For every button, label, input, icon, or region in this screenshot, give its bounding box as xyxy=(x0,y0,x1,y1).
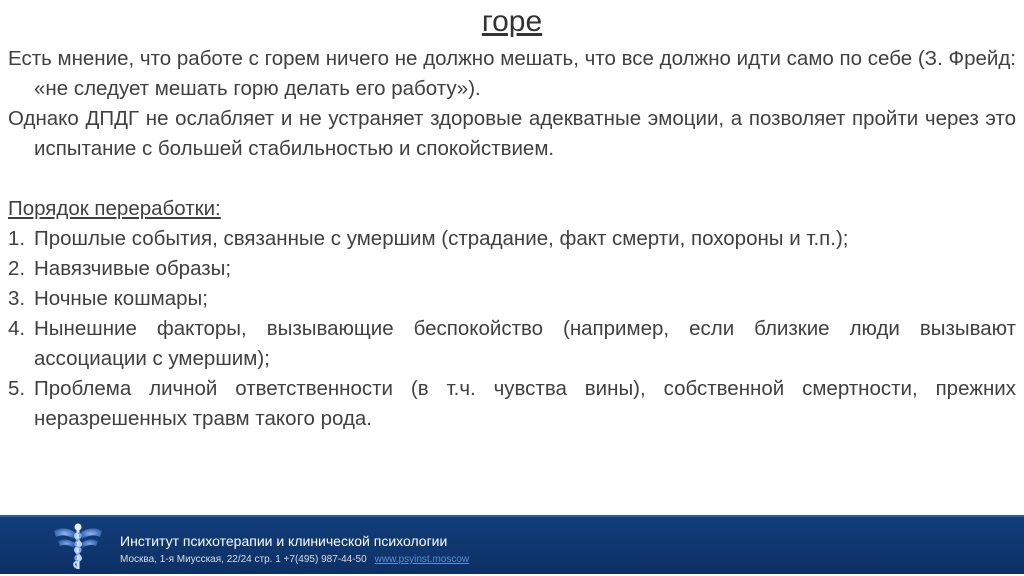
list-item-text: Нынешние факторы, вызывающие беспокойство (например, если близкие люди вызывают ассоциации с умершим); xyxy=(34,317,1016,370)
list-item xyxy=(8,254,1016,284)
list-item xyxy=(8,314,1016,374)
list-item-text: Проблема личной ответственности (в т.ч. чувства вины), собственной смертности, прежних неразрешенных травм такого рода. xyxy=(34,377,1016,430)
list-item-number: 1. xyxy=(8,227,26,250)
list-item xyxy=(8,224,1016,254)
section-heading: Порядок переработки: xyxy=(8,197,221,220)
caduceus-emblem-icon xyxy=(50,521,106,571)
footer-address-line xyxy=(120,553,469,566)
list-item-number: 4. xyxy=(8,317,26,340)
paragraph-emdr-note: Однако ДПДГ не ослабляет и не устраняет здоровые адекватные эмоции, а позволяет пройти через это испытание с большей стабильностью и спокойствием. xyxy=(8,107,1016,160)
footer-address: Москва, 1-я Миусская, 22/24 стр. 1 +7(495) 987-44-50 xyxy=(120,554,367,565)
list-item-number: 5. xyxy=(8,377,26,400)
list-item-number: 2. xyxy=(8,257,26,280)
slide-title: горе xyxy=(481,5,543,38)
list-item-number: 3. xyxy=(8,287,26,310)
processing-order-list xyxy=(8,224,1016,434)
paragraph-spacer xyxy=(8,164,1016,194)
paragraph-freud-opinion: Есть мнение, что работе с горем ничего не должно мешать, что все должно идти само по себе (З. Фрейд: «не следует мешать горю делать его работу»). xyxy=(8,47,1016,100)
list-item xyxy=(8,374,1016,434)
list-item-text: Навязчивые образы; xyxy=(34,257,232,280)
list-item xyxy=(8,284,1016,314)
footer-website-link[interactable]: www.psyinst.moscow xyxy=(374,554,470,565)
list-item-text: Прошлые события, связанные с умершим (страдание, факт смерти, похороны и т.п.); xyxy=(34,227,849,250)
footer-band xyxy=(0,517,1024,574)
slide-content xyxy=(8,44,1016,434)
list-item-text: Ночные кошмары; xyxy=(34,287,208,310)
footer-organization-name: Институт психотерапии и клинической психологии xyxy=(120,533,448,549)
